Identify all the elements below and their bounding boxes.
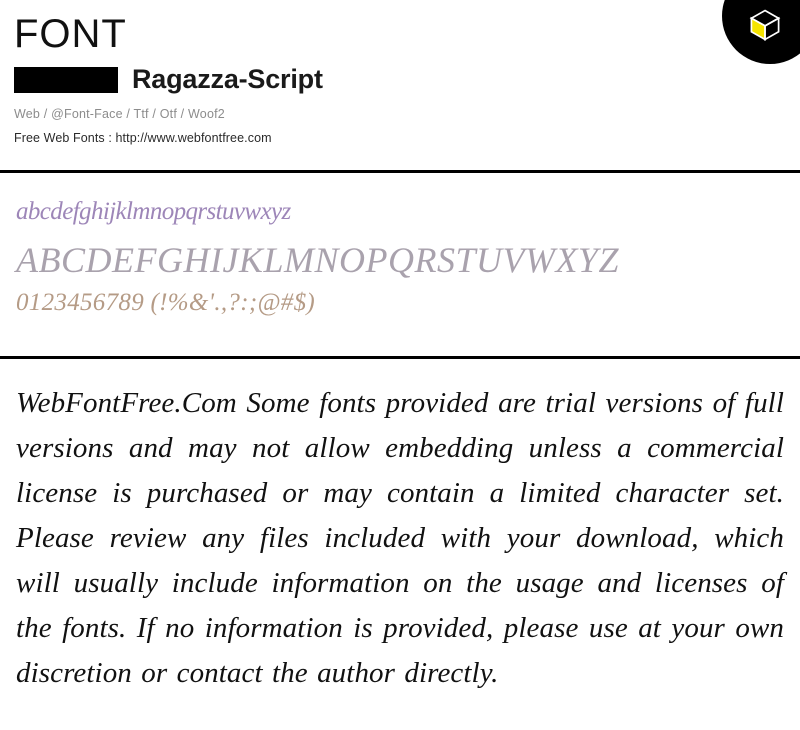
font-name-row <box>14 64 786 95</box>
cube-logo-glyph <box>748 8 782 42</box>
format-list: Web / @Font-Face / Ttf / Otf / Woof2 <box>14 107 225 121</box>
glyph-uppercase: ABCDEFGHIJKLMNOPQRSTUVWXYZ <box>16 240 619 280</box>
font-name: Ragazza-Script <box>132 64 323 94</box>
site-url-line: Free Web Fonts : http://www.webfontfree.com <box>14 131 272 145</box>
page-header <box>0 0 800 173</box>
cube-logo-icon <box>722 0 800 64</box>
sample-paragraph: WebFontFree.Com Some fonts provided are trial versions of full versions and may not allow embedding unless a commercial license is purchased or may contain a limited character set. Please review any files included with your download, which will usually include information on the usage and licenses of the fonts. If no information is provided, please use at your own discretion or contact the author directly. <box>16 387 784 689</box>
glyph-lowercase: abcdefghijklmnopqrstuvwxyz <box>16 198 291 225</box>
sample-text-section <box>0 359 800 706</box>
glyph-preview-section <box>0 173 800 359</box>
color-swatch <box>14 67 118 93</box>
glyph-digits-symbols: 0123456789 (!%&'.,?:;@#$) <box>16 289 315 316</box>
page-title: FONT <box>14 12 127 56</box>
